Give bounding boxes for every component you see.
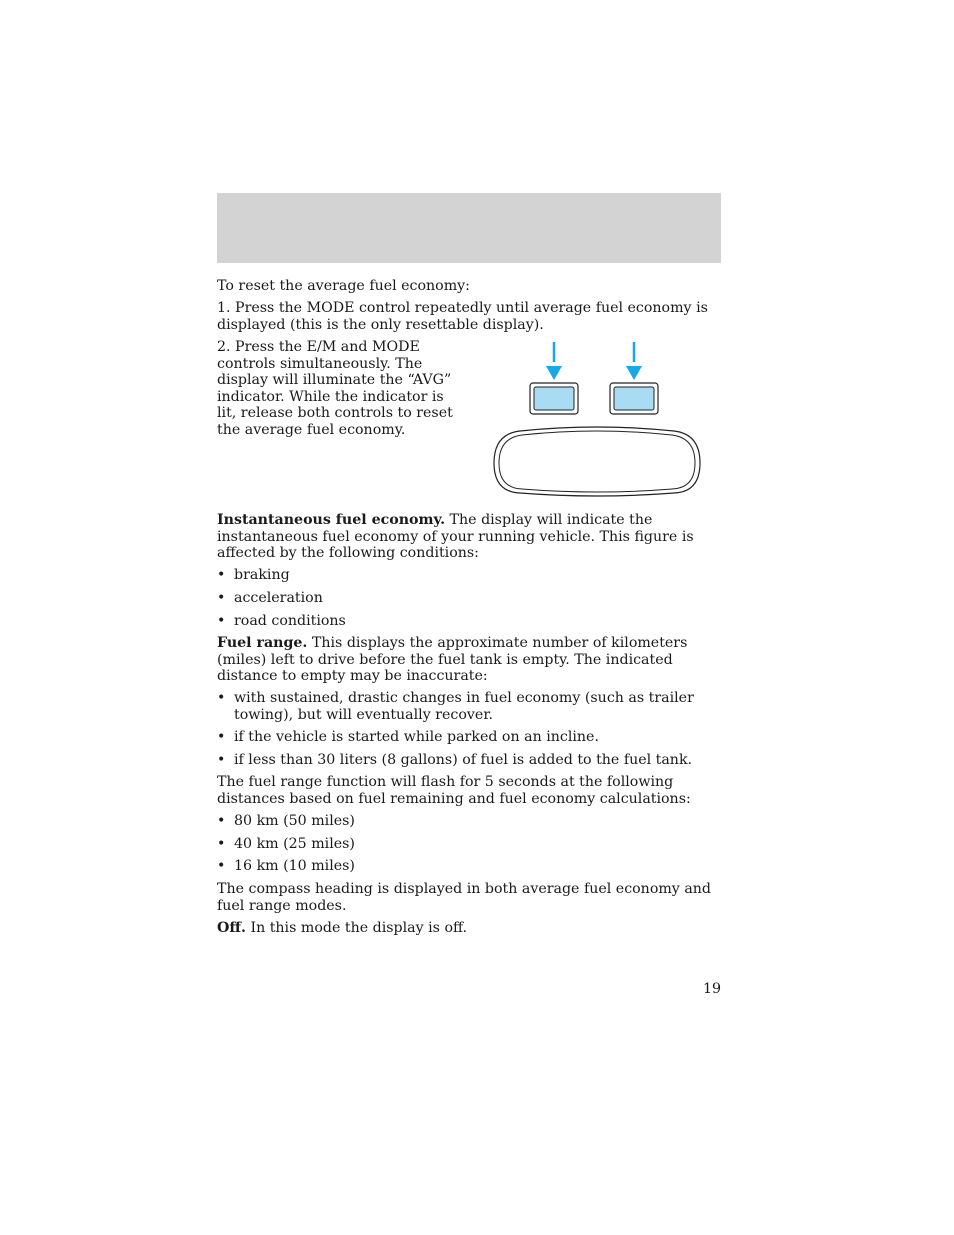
- off-paragraph: [217, 920, 721, 937]
- instantaneous-heading: Instantaneous fuel economy.: [217, 512, 446, 528]
- list-item: • road conditions: [217, 613, 346, 629]
- list-item: • if less than 30 liters (8 gallons) of fuel is added to the fuel tank.: [217, 752, 693, 768]
- list-item: • braking: [217, 567, 290, 583]
- fuel-range-text: This displays the approximate number of kilometers (miles) left to drive before the fuel tank is empty. The indicated distance to empty may be inaccurate:: [217, 635, 688, 684]
- fuel-range-heading: Fuel range.: [217, 635, 308, 651]
- step-2-text: 2. Press the E/M and MODE controls simultaneously. The display will illuminate the “AVG” indicator. While the indicator is lit, release both controls to reset the average fuel economy.: [217, 339, 453, 438]
- flash-paragraph: The fuel range function will flash for 5 seconds at the following distances based on fuel remaining and fuel economy calculations:: [217, 774, 691, 807]
- mode-control-button: [610, 383, 658, 414]
- fuel-range-paragraph: [217, 635, 721, 685]
- list-item: • 80 km (50 miles): [217, 813, 355, 829]
- page-number: 19: [702, 981, 721, 997]
- arrow-down-icon: [546, 342, 562, 380]
- list-item: • if the vehicle is started while parked on an incline.: [217, 729, 599, 745]
- display-panel: [494, 427, 700, 496]
- list-item: • acceleration: [217, 590, 323, 606]
- section-header-band: [217, 193, 721, 263]
- list-item: • with sustained, drastic changes in fuel economy (such as trailer towing), but will eventually recover.: [217, 690, 694, 723]
- off-heading: Off.: [217, 920, 246, 936]
- em-control-button: [530, 383, 578, 414]
- button-diagram: [490, 335, 705, 500]
- compass-paragraph: The compass heading is displayed in both average fuel economy and fuel range modes.: [217, 881, 712, 914]
- step-1-text: 1. Press the MODE control repeatedly until average fuel economy is displayed (this is the only resettable display).: [217, 300, 708, 333]
- arrow-down-icon: [626, 342, 642, 380]
- off-text: In this mode the display is off.: [245, 920, 468, 936]
- instantaneous-paragraph: [217, 512, 721, 562]
- intro-text: To reset the average fuel economy:: [217, 278, 470, 294]
- instantaneous-text: The display will indicate the instantaneous fuel economy of your running vehicle. This figure is affected by the following conditions:: [217, 512, 694, 561]
- list-item: • 40 km (25 miles): [217, 836, 355, 852]
- list-item: • 16 km (10 miles): [217, 858, 355, 874]
